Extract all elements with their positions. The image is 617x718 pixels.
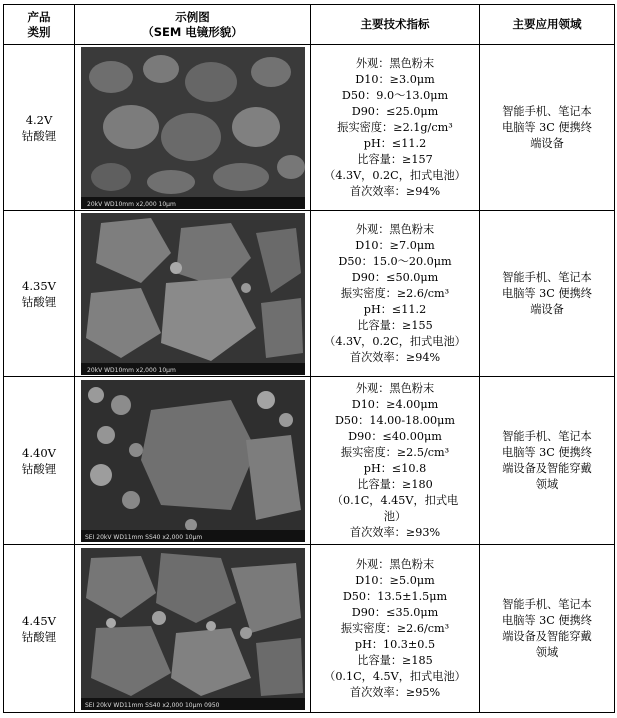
spec-line: pH：≤10.8 xyxy=(363,461,427,475)
spec-line: 比容量：≥185 xyxy=(357,653,433,667)
application-line: 领域 xyxy=(535,645,559,659)
spec-line: D90：≤35.0μm xyxy=(351,605,439,619)
spec-list xyxy=(311,45,480,211)
spec-line: 振实密度：≥2.6/cm³ xyxy=(340,621,450,635)
sem-caption: SEI 20kV WD11mm SS40 x2,000 10μm xyxy=(84,533,202,541)
voltage-label: 4.40V xyxy=(22,445,56,460)
header-category-line2: 类别 xyxy=(27,24,51,39)
product-category xyxy=(4,45,75,211)
spec-line: D50：15.0～20.0μm xyxy=(338,254,452,268)
spec-line: 比容量：≥155 xyxy=(357,318,433,332)
application-line: 端设备 xyxy=(530,136,564,150)
spec-line: pH：≤11.2 xyxy=(363,136,427,150)
voltage-label: 4.35V xyxy=(22,278,56,293)
application-line: 端设备 xyxy=(530,302,564,316)
spec-line: pH：10.3±0.5 xyxy=(354,637,436,651)
product-spec-table xyxy=(3,4,615,713)
header-image xyxy=(75,5,311,45)
sem-image-cell xyxy=(75,45,311,211)
product-label: 钴酸锂 xyxy=(21,461,57,476)
spec-line: 比容量：≥180 xyxy=(357,477,433,491)
sem-caption: 20kV WD10mm x2,000 10μm xyxy=(86,200,176,208)
spec-line: pH：≤11.2 xyxy=(363,302,427,316)
spec-line: 振实密度：≥2.6/cm³ xyxy=(340,286,450,300)
header-category-line1: 产品 xyxy=(27,9,51,24)
spec-line: D50：13.5±1.5μm xyxy=(342,589,448,603)
header-image-line1: 示例图 xyxy=(175,9,210,24)
application-cell xyxy=(480,45,615,211)
sem-caption: SEI 20kV WD11mm SS40 x2,000 10μm 0950 xyxy=(84,701,219,709)
application-cell xyxy=(480,377,615,545)
spec-line: 首次效率：≥94% xyxy=(349,184,441,198)
sem-image xyxy=(81,380,305,542)
application-line: 智能手机、笔记本 xyxy=(502,429,592,443)
spec-list xyxy=(311,377,480,545)
spec-line: 振实密度：≥2.5/cm³ xyxy=(340,445,450,459)
header-image-line2: （SEM 电镜形貌） xyxy=(142,24,243,39)
spec-line: D10：≥5.0μm xyxy=(355,573,435,587)
sem-image xyxy=(81,213,305,375)
application-line: 端设备及智能穿戴 xyxy=(502,461,592,475)
spec-line: 首次效率：≥93% xyxy=(349,525,441,539)
spec-line: 振实密度：≥2.1g/cm³ xyxy=(337,120,453,134)
voltage-label: 4.45V xyxy=(22,613,56,628)
spec-list xyxy=(311,211,480,377)
spec-line: 首次效率：≥95% xyxy=(349,685,441,699)
header-row xyxy=(4,5,615,45)
spec-line: D90：≤50.0μm xyxy=(351,270,439,284)
product-category xyxy=(4,211,75,377)
product-label: 钴酸锂 xyxy=(21,128,57,143)
spec-line: （4.3V，0.2C，扣式电池） xyxy=(324,168,466,182)
spec-line: D50：14.00-18.00μm xyxy=(334,413,456,427)
spec-line: D10：≥7.0μm xyxy=(355,238,435,252)
application-line: 电脑等 3C 便携终 xyxy=(502,120,592,134)
spec-line: 外观：黑色粉末 xyxy=(355,557,435,571)
spec-line: （4.3V，0.2C，扣式电池） xyxy=(324,334,466,348)
application-line: 端设备及智能穿戴 xyxy=(502,629,592,643)
spec-line: 比容量：≥157 xyxy=(357,152,433,166)
header-applications: 主要应用领域 xyxy=(480,5,615,45)
spec-line: 外观：黑色粉末 xyxy=(355,222,435,236)
spec-line: 外观：黑色粉末 xyxy=(355,56,435,70)
header-category xyxy=(4,5,75,45)
spec-line: D50：9.0～13.0μm xyxy=(341,88,449,102)
application-line: 智能手机、笔记本 xyxy=(502,104,592,118)
voltage-label: 4.2V xyxy=(25,112,53,127)
product-label: 钴酸锂 xyxy=(21,294,57,309)
application-line: 领域 xyxy=(535,477,559,491)
table-row xyxy=(4,45,615,211)
spec-line: D10：≥4.00μm xyxy=(351,397,439,411)
table-row xyxy=(4,211,615,377)
application-line: 智能手机、笔记本 xyxy=(502,270,592,284)
application-line: 电脑等 3C 便携终 xyxy=(502,445,592,459)
application-cell xyxy=(480,545,615,713)
product-category xyxy=(4,377,75,545)
sem-caption: 20kV WD10mm x2,000 10μm xyxy=(86,366,176,374)
application-line: 智能手机、笔记本 xyxy=(502,597,592,611)
sem-image-cell xyxy=(75,377,311,545)
spec-list xyxy=(311,545,480,713)
sem-image xyxy=(81,47,305,209)
spec-line: D10：≥3.0μm xyxy=(355,72,435,86)
sem-image-cell xyxy=(75,211,311,377)
header-specs: 主要技术指标 xyxy=(311,5,480,45)
product-label: 钴酸锂 xyxy=(21,629,57,644)
table-row xyxy=(4,545,615,713)
sem-image xyxy=(81,548,305,710)
application-line: 电脑等 3C 便携终 xyxy=(502,286,592,300)
application-cell xyxy=(480,211,615,377)
application-line: 电脑等 3C 便携终 xyxy=(502,613,592,627)
spec-line: 外观：黑色粉末 xyxy=(355,381,435,395)
spec-line: 首次效率：≥94% xyxy=(349,350,441,364)
product-category xyxy=(4,545,75,713)
spec-line: （0.1C，4.5V，扣式电池） xyxy=(324,669,466,683)
spec-line: D90：≤40.00μm xyxy=(348,429,442,443)
sem-image-cell xyxy=(75,545,311,713)
spec-line: D90：≤25.0μm xyxy=(351,104,439,118)
spec-line: 池） xyxy=(383,509,407,523)
spec-line: （0.1C，4.45V，扣式电 xyxy=(331,493,459,507)
table-row xyxy=(4,377,615,545)
